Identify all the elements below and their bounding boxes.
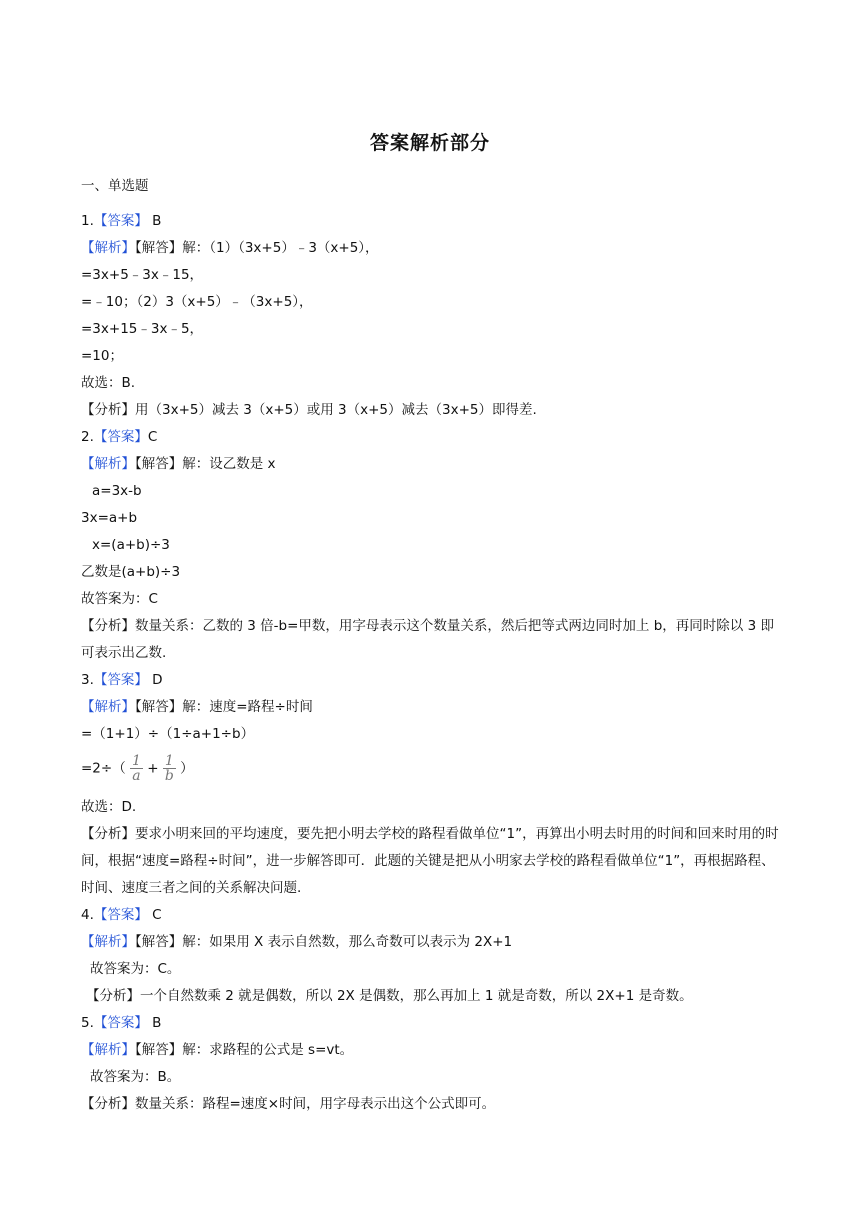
q5-analysis: 【分析】数量关系：路程=速度×时间，用字母表示出这个公式即可。	[81, 1096, 496, 1112]
q3-step-2: =（1+1）÷（1÷a+1÷b）	[81, 726, 255, 742]
q3-step-1: 【解答】解：速度=路程÷时间	[135, 699, 313, 715]
q3-step-3-prefix: =2÷（	[81, 760, 126, 777]
q5-step-1: 【解答】解：求路程的公式是 s=vt。	[135, 1042, 354, 1058]
q1-step-2: =3x+5﹣3x﹣15，	[81, 267, 204, 283]
q5-answer: B	[147, 1015, 162, 1031]
frac2-denominator: b	[164, 768, 174, 784]
q1-number: 1.	[81, 213, 94, 229]
q3-step-3	[81, 754, 194, 783]
q1-step-3: =﹣10；（2）3（x+5）﹣（3x+5），	[81, 294, 313, 310]
q2-jiexi-tag: 【解析】	[81, 456, 135, 472]
q2-analysis: 【分析】数量关系：乙数的 3 倍-b=甲数，用字母表示这个数量关系，然后把等式两边同时加上 b，再同时除以 3 即可表示出乙数.	[81, 618, 774, 661]
q2-number: 2.	[81, 429, 94, 445]
q4-jiexi-tag: 【解析】	[81, 934, 135, 950]
q3-number: 3.	[81, 672, 94, 688]
fraction-1-over-a	[130, 754, 143, 783]
q4-number: 4.	[81, 907, 94, 923]
q1-answer-tag: 【答案】	[93, 213, 148, 229]
q5-solution-line	[81, 1041, 353, 1059]
q1-solution-line	[81, 239, 379, 257]
q1-answer-line	[81, 212, 161, 230]
q1-conclusion: 故选：B.	[81, 375, 136, 391]
q2-conclusion: 故答案为：C	[81, 591, 158, 607]
q1-analysis: 【分析】用（3x+5）减去 3（x+5）或用 3（x+5）减去（3x+5）即得差.	[81, 402, 537, 418]
q2-answer-line	[81, 428, 157, 446]
fraction-1-over-b	[163, 754, 176, 783]
q2-step-2: a=3x-b	[92, 483, 142, 499]
q2-answer: C	[147, 429, 158, 445]
q3-answer: D	[147, 672, 163, 688]
q2-step-1: 【解答】解：设乙数是 x	[135, 456, 276, 472]
q4-solution-line	[81, 933, 512, 951]
q2-step-4: x=(a+b)÷3	[92, 537, 170, 553]
q4-answer-line	[81, 906, 162, 924]
q3-answer-line	[81, 671, 163, 689]
q4-answer-tag: 【答案】	[93, 907, 148, 923]
q3-answer-tag: 【答案】	[93, 672, 148, 688]
section-heading: 一、单选题	[81, 178, 149, 194]
frac2-numerator: 1	[163, 754, 176, 769]
plus-sign: +	[147, 760, 159, 777]
q3-conclusion: 故选：D.	[81, 799, 137, 815]
q1-answer: B	[147, 213, 162, 229]
q4-conclusion: 故答案为：C。	[90, 961, 181, 977]
q4-analysis: 【分析】一个自然数乘 2 就是偶数，所以 2X 是偶数，那么再加上 1 就是奇数，所以 2X+1 是奇数。	[86, 988, 693, 1004]
page-title: 答案解析部分	[369, 132, 490, 154]
q3-solution-line	[81, 698, 313, 716]
q2-answer-tag: 【答案】	[93, 429, 148, 445]
frac1-denominator: a	[132, 768, 141, 784]
q2-step-5: 乙数是(a+b)÷3	[81, 564, 181, 580]
q1-step-4: =3x+15﹣3x﹣5，	[81, 321, 204, 337]
q5-number: 5.	[81, 1015, 94, 1031]
q1-jiexi-tag: 【解析】	[81, 240, 135, 256]
q5-answer-line	[81, 1014, 161, 1032]
q5-conclusion: 故答案为：B。	[90, 1069, 181, 1085]
frac1-numerator: 1	[132, 753, 141, 769]
q3-analysis: 【分析】要求小明来回的平均速度，要先把小明去学校的路程看做单位“1”，再算出小明去时用的时间和回来时用的时间，根据“速度=路程÷时间”，进一步解答即可．此题的关键是把从小明家去学校的路程看做单位“1”，再根据路程、时间、速度三者之间的关系解决问题.	[81, 826, 779, 896]
q2-step-3: 3x=a+b	[81, 510, 138, 526]
q4-answer: C	[147, 907, 162, 923]
q2-solution-line	[81, 455, 276, 473]
q1-step-1: 【解答】解：（1）（3x+5）﹣3（x+5），	[135, 240, 379, 256]
q1-step-5: =10；	[81, 348, 123, 364]
q5-jiexi-tag: 【解析】	[81, 1042, 135, 1058]
q3-jiexi-tag: 【解析】	[81, 699, 135, 715]
q4-step-1: 【解答】解：如果用 X 表示自然数，那么奇数可以表示为 2X+1	[135, 934, 513, 950]
q5-answer-tag: 【答案】	[93, 1015, 148, 1031]
q3-step-3-suffix: ）	[180, 760, 194, 777]
